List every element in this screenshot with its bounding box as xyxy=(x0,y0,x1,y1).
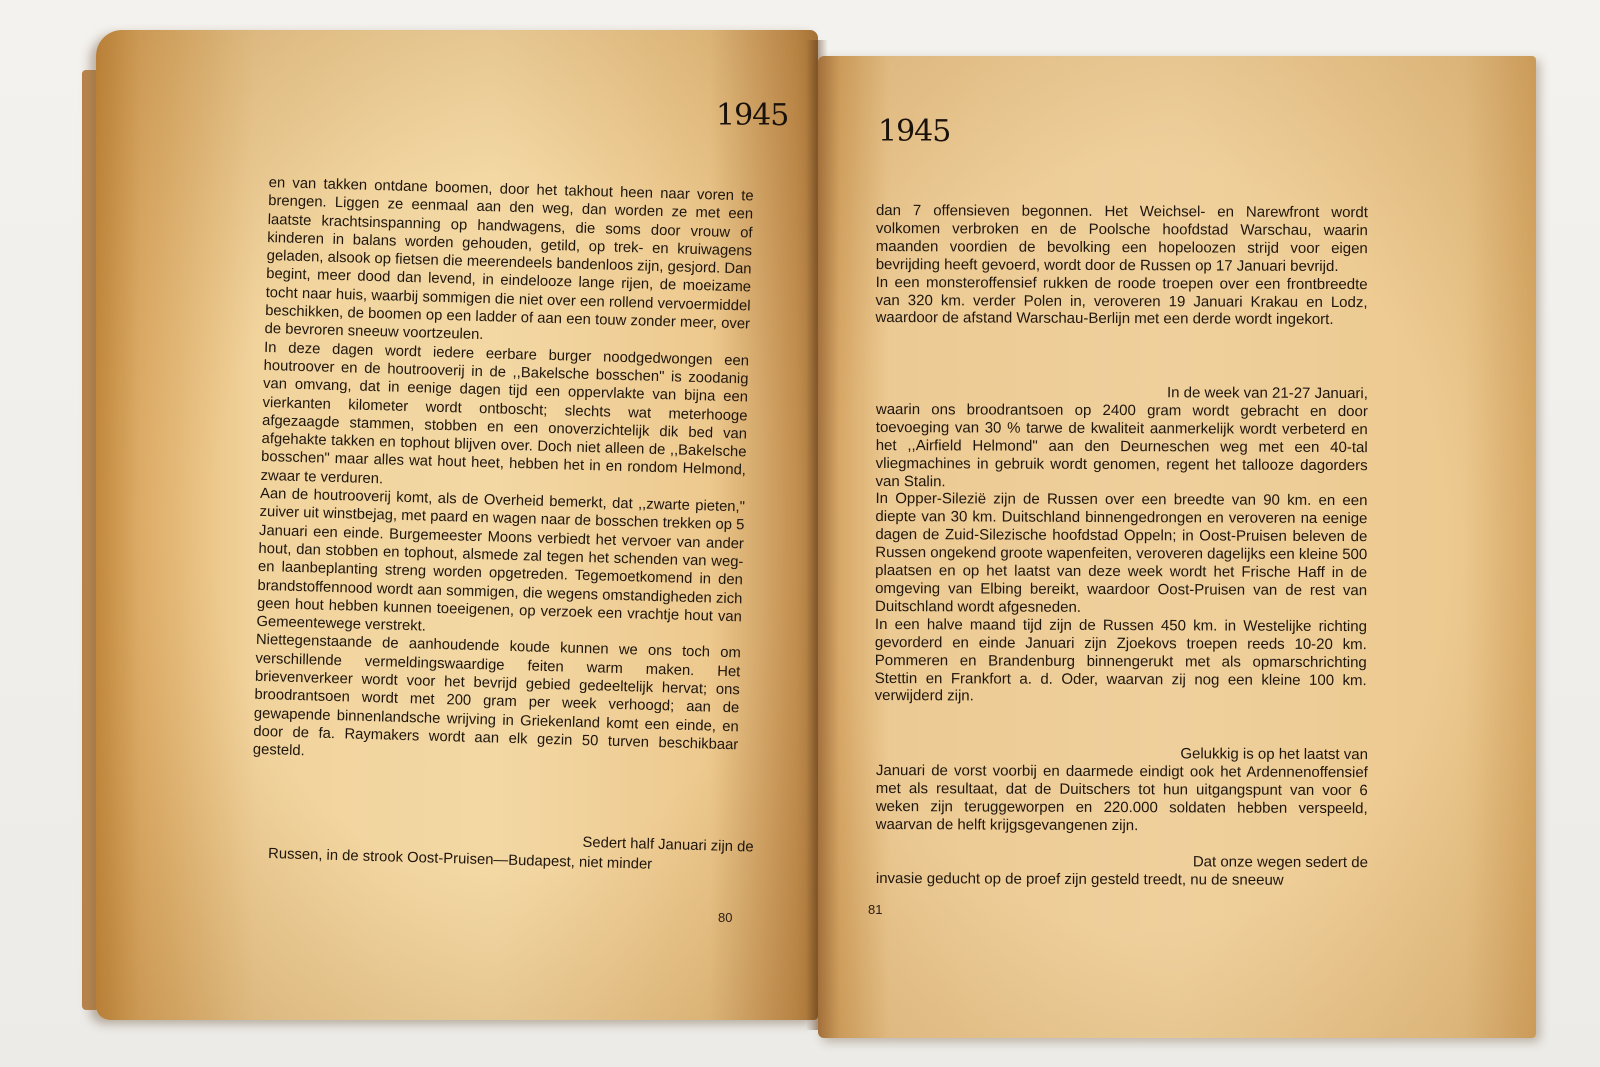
paragraph: Niettegenstaande de aanhoudende koude kunnen we ons toch om verschillende vermeldingswaardige feiten warm maken. Het brievenverkeer wordt voor het bevrijd gebied gedeeltelijk hervat; ons broodrantsoen wordt met 200 gram per week verhoogd; aan de gewapende binnenlandsche wrijving in Griekenland komt een einde, en door de fa. Raymakers wordt aan elk gezin 50 turven beschikbaar gesteld. xyxy=(252,632,742,760)
left-page-number: 80 xyxy=(718,910,733,925)
right-page-section-3 xyxy=(876,744,1368,836)
left-page-tail xyxy=(268,824,754,878)
right-page xyxy=(818,56,1536,1038)
right-page-section-1 xyxy=(875,202,1368,329)
paragraph-lead: Gelukkig is op het laatst van xyxy=(1180,745,1368,764)
paragraph: en van takken ontdane boomen, door het takhout heen naar voren te brengen. Liggen ze eenmaal aan den weg, dan worden ze met een laatste krachtsinspanning op handwagens, die soms door vrouw of kinderen in balans worden gehouden, getild, op trek- en kruiwagens geladen, alsook op fietsen die meerendeels bandenloos zijn, gesjord. Dan begint, meer dood dan levend, in eindelooze lange rijen, de moeizame tocht naar huis, waarbij sommigen die niet over een rollend vervoermiddel beschikken, de boomen op een ladder of aan een touw zonder meer, over de bevroren sneeuw voortzeulen. xyxy=(264,174,754,344)
right-page-section-2 xyxy=(875,383,1368,707)
paragraph: Aan de houtrooverij komt, als de Overheid bemerkt, dat ,,zwarte pieten," zuiver uit winstbejag, met paard en wagen naar de bosschen trekken op 5 Januari een einde. Burgemeester Moons verbiedt het vervoer van ander hout, dan stobben en tophout, alsmede zal tegen het schenden van weg- en laanbeplanting streng worden opgetreden. Tegemoetkomend in den brandstoffennood wordt aan sommigen, die wegens omstandigheden zich geen hout hebben kunnen toeeigenen, op verzoek een vrachtje hout van Gemeentewege verstrekt. xyxy=(256,485,746,635)
paragraph: In een monsteroffensief rukken de roode troepen over een frontbreedte van 320 km. verder Polen in, veroveren 19 Januari Krakau en Lodz, waardoor de afstand Warschau-Berlijn met een derde wordt ingekort. xyxy=(875,273,1368,329)
paragraph: Januari de vorst voorbij en daarmede eindigt ook het Ardennenoffensief met als resultaat, dat de Duitschers tot hun uitgangspunt van voor 6 weken zijn teruggeworpen en 220.000 soldaten hebben verspeeld, waarvan de helft krijgsgevangenen zijn. xyxy=(875,761,1368,834)
right-page-section-4 xyxy=(876,852,1368,890)
paragraph-lead: Sedert half Januari zijn de xyxy=(582,834,754,856)
paragraph: In Opper-Silezië zijn de Russen over een breedte van 90 km. en een diepte van 30 km. Duitschland binnengedrongen en veroveren na eenige dagen de Zuid-Silezische hoofdstad Oppeln; in Oost-Pruisen beleven de Russen ongekend groote wapenfeiten, veroveren dagelijks een kleine 500 plaatsen en op het laatst van deze week wordt het Frische Haff in de omgeving van Elbing bereikt, waardoor Oost-Pruisen van de rest van Duitschland wordt afgesneden. xyxy=(874,490,1368,616)
paragraph: waarin ons broodrantsoen op 2400 gram wordt gebracht en door toevoeging van 30 % tarwe de kwaliteit aanmerkelijk wordt verbeterd en het ,,Airfield Helmond" aan den Deurneschen weg met een 40-tal vliegmachines in gebruik wordt genomen, regent het tallooze dagorders van Stalin. xyxy=(875,400,1368,490)
paragraph: Russen, in de strook Oost-Pruisen—Budapest, niet minder xyxy=(267,845,653,873)
paragraph-lead: Dat onze wegen sedert de xyxy=(1192,853,1368,872)
paragraph: In een halve maand tijd zijn de Russen 450 km. in Westelijke richting gevorderd en einde Januari zijn Zjoekovs troepen reeds 10-20 km. Pommeren en Brandenburg binnengerukt met als opmarschrichting Stettin en Frankfort a. d. Oder, waarvan zij nog een kleine 100 km. verwijderd zijn. xyxy=(874,615,1367,705)
paragraph: dan 7 offensieven begonnen. Het Weichsel- en Narewfront wordt volkomen verbroken en de Poolsche hoofdstad Warschau, waarin maanden voordien de bevolking een hopeloozen strijd voor eigen bevrijding heeft gevoerd, wordt door de Russen op 17 Januari bevrijd. xyxy=(875,202,1368,275)
left-page-year: 1945 xyxy=(716,98,789,133)
right-page-year: 1945 xyxy=(878,114,951,149)
paragraph-lead: In de week van 21-27 Januari, xyxy=(1166,384,1368,403)
left-page-text xyxy=(253,174,754,773)
paragraph: invasie geducht op de proef zijn gesteld treedt, nu de sneeuw xyxy=(875,869,1284,889)
paragraph: In deze dagen wordt iedere eerbare burger noodgedwongen een houtroover en de houtrooverij in de ,,Bakelsche bosschen" is zoodanig van omvang, dat in eenige dagen tijd een oppervlakte van bijna een vierkanten kilometer wordt ontboscht; slechts wat meterhooge afgezaagde stammen, stobben en een onoverzichtelijk dik bed van afgehakte takken en tophout blijven over. Doch niet alleen de ,,Bakelsche bosschen" maar alles wat hout heet, hebben het in en rondom Helmond, zwaar te verduren. xyxy=(260,339,750,488)
right-page-number: 81 xyxy=(868,902,883,917)
left-page xyxy=(96,30,818,1020)
